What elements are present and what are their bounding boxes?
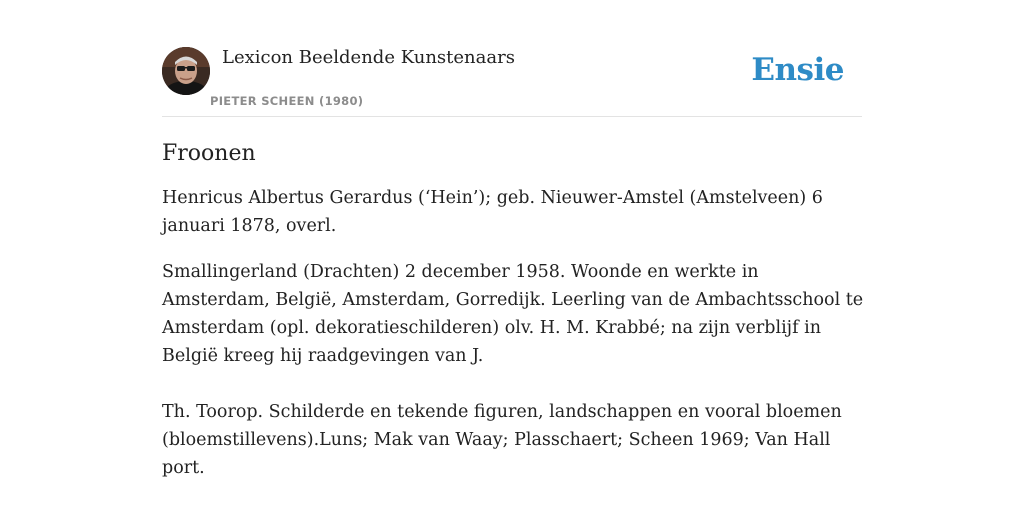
article-paragraph: Henricus Albertus Gerardus (‘Hein’); geb. Nieuwer-Amstel (Amstelveen) 6 januari 1878, overl. — [162, 188, 823, 236]
lexicon-title[interactable]: Lexicon Beeldende Kunstenaars — [222, 47, 515, 68]
article-title: Froonen — [162, 141, 256, 166]
article-paragraph: Th. Toorop. Schilderde en tekende figuren, landschappen en vooral bloemen (bloemstillevens).Luns; Mak van Waay; Plasschaert; Scheen 1969; Van Hall port. — [162, 402, 842, 478]
ensie-logo-link[interactable]: Ensie — [751, 52, 844, 88]
article-content — [162, 138, 870, 500]
author-avatar[interactable] — [162, 47, 210, 95]
author-name[interactable]: PIETER SCHEEN (1980) — [210, 94, 364, 108]
article-paragraph: Smallingerland (Drachten) 2 december 1958. Woonde en werkte in Amsterdam, België, Amsterdam, Gorredijk. Leerling van de Ambachtsschool te Amsterdam (opl. dekoratieschilderen) olv. H. M. Krabbé; na zijn verblijf in België kreeg hij raadgevingen van J. — [162, 262, 864, 366]
avatar-image — [162, 47, 210, 95]
header — [162, 46, 862, 117]
